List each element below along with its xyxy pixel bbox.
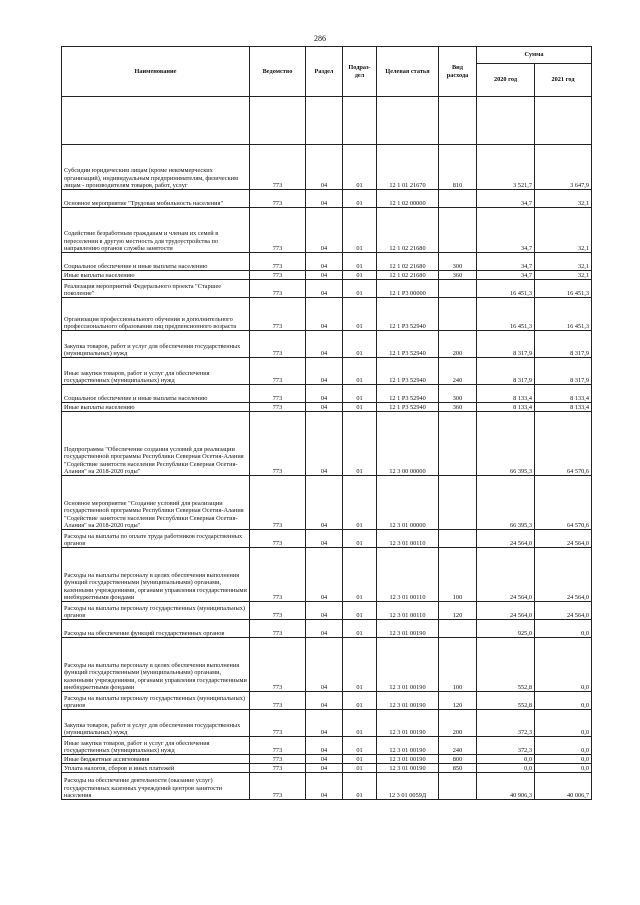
cell-y2021: 40 006,7 xyxy=(535,773,592,800)
cell-vr xyxy=(439,298,477,331)
header-expense: Вид расхода xyxy=(439,47,477,97)
cell-sub: 01 xyxy=(343,602,377,620)
table-row xyxy=(62,620,592,638)
cell-vr: 200 xyxy=(439,331,477,358)
cell-vr: 200 xyxy=(439,710,477,737)
cell-sub: 01 xyxy=(343,271,377,280)
cell-sec: 04 xyxy=(306,476,343,530)
cell-target: 12 1 02 21680 xyxy=(377,271,439,280)
cell-name: Иные закупки товаров, работ и услуг для обеспечения государственных (муниципальных) нужд xyxy=(62,737,250,755)
cell-vr xyxy=(439,412,477,476)
cell-target: 12 3 01 00190 xyxy=(377,692,439,710)
cell-y2021: 64 570,6 xyxy=(535,412,592,476)
cell-target: 12 3 01 00000 xyxy=(377,476,439,530)
cell-dept: 773 xyxy=(250,145,306,190)
cell-target: 12 1 01 21670 xyxy=(377,145,439,190)
cell-dept: 773 xyxy=(250,620,306,638)
cell-sub: 01 xyxy=(343,620,377,638)
cell-y2020: 925,0 xyxy=(477,620,535,638)
cell-y2020: 3 521,7 xyxy=(477,145,535,190)
cell-name: Иные закупки товаров, работ и услуг для обеспечения государственных (муниципальных) нужд xyxy=(62,358,250,385)
cell-target: 12 1 P3 52940 xyxy=(377,403,439,412)
cell-sub: 01 xyxy=(343,190,377,208)
cell-y2020: 16 451,3 xyxy=(477,298,535,331)
cell-y2020: 0,0 xyxy=(477,764,535,773)
cell-vr: 120 xyxy=(439,602,477,620)
table-body xyxy=(62,145,592,800)
cell-y2020: 8 317,9 xyxy=(477,358,535,385)
cell-dept: 773 xyxy=(250,358,306,385)
cell-y2020: 8 133,4 xyxy=(477,385,535,403)
cell-dept: 773 xyxy=(250,253,306,271)
table-row xyxy=(62,764,592,773)
cell-sec: 04 xyxy=(306,298,343,331)
cell-vr: 100 xyxy=(439,638,477,692)
table-row xyxy=(62,385,592,403)
cell-y2021: 24 564,0 xyxy=(535,602,592,620)
cell-sub: 01 xyxy=(343,755,377,764)
table-row xyxy=(62,548,592,602)
cell-y2020: 0,0 xyxy=(477,755,535,764)
cell-sub: 01 xyxy=(343,412,377,476)
cell-sec: 04 xyxy=(306,412,343,476)
table-row xyxy=(62,692,592,710)
cell-y2020: 66 395,3 xyxy=(477,476,535,530)
cell-sub: 01 xyxy=(343,385,377,403)
cell-vr xyxy=(439,530,477,548)
cell-vr xyxy=(439,620,477,638)
cell-y2020: 16 451,3 xyxy=(477,280,535,298)
cell-sub: 01 xyxy=(343,638,377,692)
cell-target: 12 3 01 00190 xyxy=(377,755,439,764)
header-2020: 2020 год xyxy=(477,64,535,97)
cell-dept: 773 xyxy=(250,737,306,755)
cell-sub: 01 xyxy=(343,548,377,602)
cell-sec: 04 xyxy=(306,755,343,764)
cell-target: 12 3 00 00000 xyxy=(377,412,439,476)
cell-target: 12 1 P3 00000 xyxy=(377,280,439,298)
table-row xyxy=(62,737,592,755)
cell-target: 12 3 01 00110 xyxy=(377,602,439,620)
cell-sub: 01 xyxy=(343,764,377,773)
cell-sub: 01 xyxy=(343,692,377,710)
cell-sub: 01 xyxy=(343,298,377,331)
cell-vr: 360 xyxy=(439,403,477,412)
cell-y2020: 40 906,3 xyxy=(477,773,535,800)
cell-y2021: 32,1 xyxy=(535,190,592,208)
cell-y2021: 0,0 xyxy=(535,620,592,638)
cell-y2021: 8 317,9 xyxy=(535,331,592,358)
table-row xyxy=(62,773,592,800)
cell-y2021: 32,1 xyxy=(535,253,592,271)
cell-y2020: 66 395,3 xyxy=(477,412,535,476)
cell-sec: 04 xyxy=(306,271,343,280)
cell-y2020: 552,8 xyxy=(477,638,535,692)
cell-sec: 04 xyxy=(306,145,343,190)
cell-name: Содействие безработным гражданам и членам их семей в переселении в другую местность для трудоустройства по направлению органов службы занятости xyxy=(62,208,250,253)
cell-name: Иные выплаты населению xyxy=(62,271,250,280)
cell-name: Иные выплаты населению xyxy=(62,403,250,412)
cell-dept: 773 xyxy=(250,385,306,403)
cell-sub: 01 xyxy=(343,358,377,385)
cell-target: 12 3 01 00110 xyxy=(377,530,439,548)
cell-sub: 01 xyxy=(343,280,377,298)
cell-target: 12 3 01 00190 xyxy=(377,764,439,773)
cell-target: 12 1 P3 52940 xyxy=(377,358,439,385)
cell-dept: 773 xyxy=(250,298,306,331)
cell-y2021: 0,0 xyxy=(535,638,592,692)
table-row xyxy=(62,755,592,764)
cell-name: Социальное обеспечение и иные выплаты населению xyxy=(62,385,250,403)
cell-name: Организация профессионального обучения и дополнительного профессионального образования лиц предпенсионного возраста xyxy=(62,298,250,331)
table-row xyxy=(62,331,592,358)
cell-name: Основное мероприятие "Создание условий для реализации государственной программы Республики Северная Осетия-Алания "Содействие занятости населения Республики Северная Осетия-Алания" на 2018-2020 годы" xyxy=(62,476,250,530)
cell-y2020: 552,8 xyxy=(477,692,535,710)
cell-y2021: 8 133,4 xyxy=(535,385,592,403)
cell-vr: 100 xyxy=(439,548,477,602)
cell-vr: 300 xyxy=(439,385,477,403)
cell-name: Расходы на выплаты персоналу государственных (муниципальных) органов xyxy=(62,692,250,710)
cell-target: 12 1 02 21680 xyxy=(377,253,439,271)
cell-name: Основное мероприятие "Трудовая мобильность населения" xyxy=(62,190,250,208)
table-row xyxy=(62,271,592,280)
header-subsection: Подраз-дел xyxy=(343,47,377,97)
cell-sec: 04 xyxy=(306,385,343,403)
cell-target: 12 1 02 00000 xyxy=(377,190,439,208)
table-row xyxy=(62,403,592,412)
cell-y2021: 32,1 xyxy=(535,271,592,280)
table-row xyxy=(62,298,592,331)
cell-vr xyxy=(439,476,477,530)
cell-vr: 800 xyxy=(439,755,477,764)
cell-y2021: 16 451,3 xyxy=(535,298,592,331)
cell-name: Расходы на выплаты персоналу в целях обеспечения выполнения функций государственными (муниципальными) органами, казенными учреждениями, органами управления государственными внебюджетными фондами xyxy=(62,548,250,602)
cell-name: Расходы на обеспечение деятельности (оказание услуг) государственных казенных учреждений центров занятости населения xyxy=(62,773,250,800)
cell-y2021: 24 564,0 xyxy=(535,548,592,602)
header-2021: 2021 год xyxy=(535,64,592,97)
header-name: Наименование xyxy=(62,47,250,97)
cell-name: Субсидии юридическим лицам (кроме некоммерческих организаций), индивидуальным предпринимателям, физическим лицам - производителям товаров, работ, услуг xyxy=(62,145,250,190)
cell-y2020: 34,7 xyxy=(477,253,535,271)
cell-target: 12 3 01 00190 xyxy=(377,638,439,692)
cell-target: 12 3 01 0059Д xyxy=(377,773,439,800)
cell-sec: 04 xyxy=(306,208,343,253)
cell-y2021: 0,0 xyxy=(535,692,592,710)
header-target: Целевая статья xyxy=(377,47,439,97)
cell-dept: 773 xyxy=(250,773,306,800)
cell-y2021: 64 570,6 xyxy=(535,476,592,530)
table-row xyxy=(62,602,592,620)
cell-name: Закупка товаров, работ и услуг для обеспечения государственных (муниципальных) нужд xyxy=(62,331,250,358)
cell-y2021: 0,0 xyxy=(535,755,592,764)
cell-sub: 01 xyxy=(343,737,377,755)
cell-y2021: 8 133,4 xyxy=(535,403,592,412)
table-row xyxy=(62,710,592,737)
cell-sec: 04 xyxy=(306,620,343,638)
cell-vr xyxy=(439,773,477,800)
cell-sub: 01 xyxy=(343,773,377,800)
cell-sec: 04 xyxy=(306,358,343,385)
cell-y2020: 8 133,4 xyxy=(477,403,535,412)
cell-dept: 773 xyxy=(250,208,306,253)
cell-sec: 04 xyxy=(306,280,343,298)
cell-sec: 04 xyxy=(306,331,343,358)
cell-vr xyxy=(439,208,477,253)
cell-dept: 773 xyxy=(250,190,306,208)
cell-dept: 773 xyxy=(250,602,306,620)
cell-y2021: 0,0 xyxy=(535,764,592,773)
cell-vr xyxy=(439,280,477,298)
cell-vr: 850 xyxy=(439,764,477,773)
page-number: 286 xyxy=(314,34,326,43)
cell-vr: 300 xyxy=(439,253,477,271)
cell-y2021: 0,0 xyxy=(535,710,592,737)
cell-sub: 01 xyxy=(343,476,377,530)
cell-name: Социальное обеспечение и иные выплаты населению xyxy=(62,253,250,271)
table-row xyxy=(62,412,592,476)
cell-y2020: 24 564,0 xyxy=(477,602,535,620)
cell-sec: 04 xyxy=(306,692,343,710)
cell-dept: 773 xyxy=(250,280,306,298)
table-row xyxy=(62,190,592,208)
table-row xyxy=(62,280,592,298)
cell-name: Расходы на обеспечение функций государственных органов xyxy=(62,620,250,638)
table-row xyxy=(62,638,592,692)
cell-dept: 773 xyxy=(250,548,306,602)
cell-name: Расходы на выплаты по оплате труда работников государственных органов xyxy=(62,530,250,548)
cell-vr xyxy=(439,190,477,208)
cell-dept: 773 xyxy=(250,755,306,764)
cell-target: 12 3 01 00190 xyxy=(377,737,439,755)
cell-name: Уплата налогов, сборов и иных платежей xyxy=(62,764,250,773)
cell-sub: 01 xyxy=(343,331,377,358)
table-row xyxy=(62,253,592,271)
cell-sub: 01 xyxy=(343,530,377,548)
cell-y2021: 0,0 xyxy=(535,737,592,755)
cell-y2020: 24 564,0 xyxy=(477,530,535,548)
cell-y2020: 34,7 xyxy=(477,271,535,280)
cell-dept: 773 xyxy=(250,403,306,412)
header-dept: Ведомство xyxy=(250,47,306,97)
cell-target: 12 1 02 21680 xyxy=(377,208,439,253)
cell-vr: 360 xyxy=(439,271,477,280)
cell-dept: 773 xyxy=(250,476,306,530)
cell-y2020: 24 564,0 xyxy=(477,548,535,602)
cell-sec: 04 xyxy=(306,548,343,602)
cell-name: Реализация мероприятий Федерального проекта "Старшее поколение" xyxy=(62,280,250,298)
cell-name: Подпрограмма "Обеспечение создания условий для реализации государственной программы Республики Северная Осетия-Алания "Содействие занятости населения Республики Северная Осетия-Алания" на 2018-2020 годы" xyxy=(62,412,250,476)
cell-sub: 01 xyxy=(343,403,377,412)
table-row xyxy=(62,358,592,385)
cell-dept: 773 xyxy=(250,764,306,773)
cell-dept: 773 xyxy=(250,638,306,692)
cell-sub: 01 xyxy=(343,253,377,271)
cell-sub: 01 xyxy=(343,145,377,190)
cell-sec: 04 xyxy=(306,253,343,271)
table-row xyxy=(62,530,592,548)
cell-y2021: 8 317,9 xyxy=(535,358,592,385)
cell-y2021: 16 451,3 xyxy=(535,280,592,298)
cell-dept: 773 xyxy=(250,412,306,476)
cell-target: 12 3 01 00190 xyxy=(377,710,439,737)
cell-name: Иные бюджетные ассигнования xyxy=(62,755,250,764)
cell-sec: 04 xyxy=(306,764,343,773)
cell-dept: 773 xyxy=(250,710,306,737)
cell-vr: 810 xyxy=(439,145,477,190)
cell-y2020: 34,7 xyxy=(477,208,535,253)
cell-name: Закупка товаров, работ и услуг для обеспечения государственных (муниципальных) нужд xyxy=(62,710,250,737)
cell-dept: 773 xyxy=(250,331,306,358)
cell-name: Расходы на выплаты персоналу в целях обеспечения выполнения функций государственными (муниципальными) органами, казенными учреждениями, органами управления государственными внебюджетными фондами xyxy=(62,638,250,692)
cell-target: 12 3 01 00110 xyxy=(377,548,439,602)
header-sum: Сумма xyxy=(477,47,592,64)
cell-sec: 04 xyxy=(306,530,343,548)
cell-y2020: 372,3 xyxy=(477,710,535,737)
table-row xyxy=(62,145,592,190)
cell-sec: 04 xyxy=(306,773,343,800)
cell-y2020: 8 317,9 xyxy=(477,331,535,358)
cell-y2021: 24 564,0 xyxy=(535,530,592,548)
cell-y2020: 372,3 xyxy=(477,737,535,755)
cell-sec: 04 xyxy=(306,710,343,737)
header-section: Раздел xyxy=(306,47,343,97)
cell-sub: 01 xyxy=(343,710,377,737)
cell-target: 12 1 P3 52940 xyxy=(377,298,439,331)
cell-sec: 04 xyxy=(306,403,343,412)
cell-target: 12 1 P3 52940 xyxy=(377,331,439,358)
table-row xyxy=(62,476,592,530)
cell-y2021: 3 647,9 xyxy=(535,145,592,190)
cell-sec: 04 xyxy=(306,638,343,692)
table-row xyxy=(62,208,592,253)
cell-vr: 120 xyxy=(439,692,477,710)
cell-vr: 240 xyxy=(439,358,477,385)
cell-y2021: 32,1 xyxy=(535,208,592,253)
cell-dept: 773 xyxy=(250,271,306,280)
cell-sec: 04 xyxy=(306,190,343,208)
cell-y2020: 34,7 xyxy=(477,190,535,208)
budget-table xyxy=(61,46,592,800)
cell-sec: 04 xyxy=(306,737,343,755)
cell-sec: 04 xyxy=(306,602,343,620)
cell-target: 12 3 01 00190 xyxy=(377,620,439,638)
cell-vr: 240 xyxy=(439,737,477,755)
cell-name: Расходы на выплаты персоналу государственных (муниципальных) органов xyxy=(62,602,250,620)
cell-dept: 773 xyxy=(250,530,306,548)
cell-sub: 01 xyxy=(343,208,377,253)
cell-dept: 773 xyxy=(250,692,306,710)
cell-target: 12 1 P3 52940 xyxy=(377,385,439,403)
